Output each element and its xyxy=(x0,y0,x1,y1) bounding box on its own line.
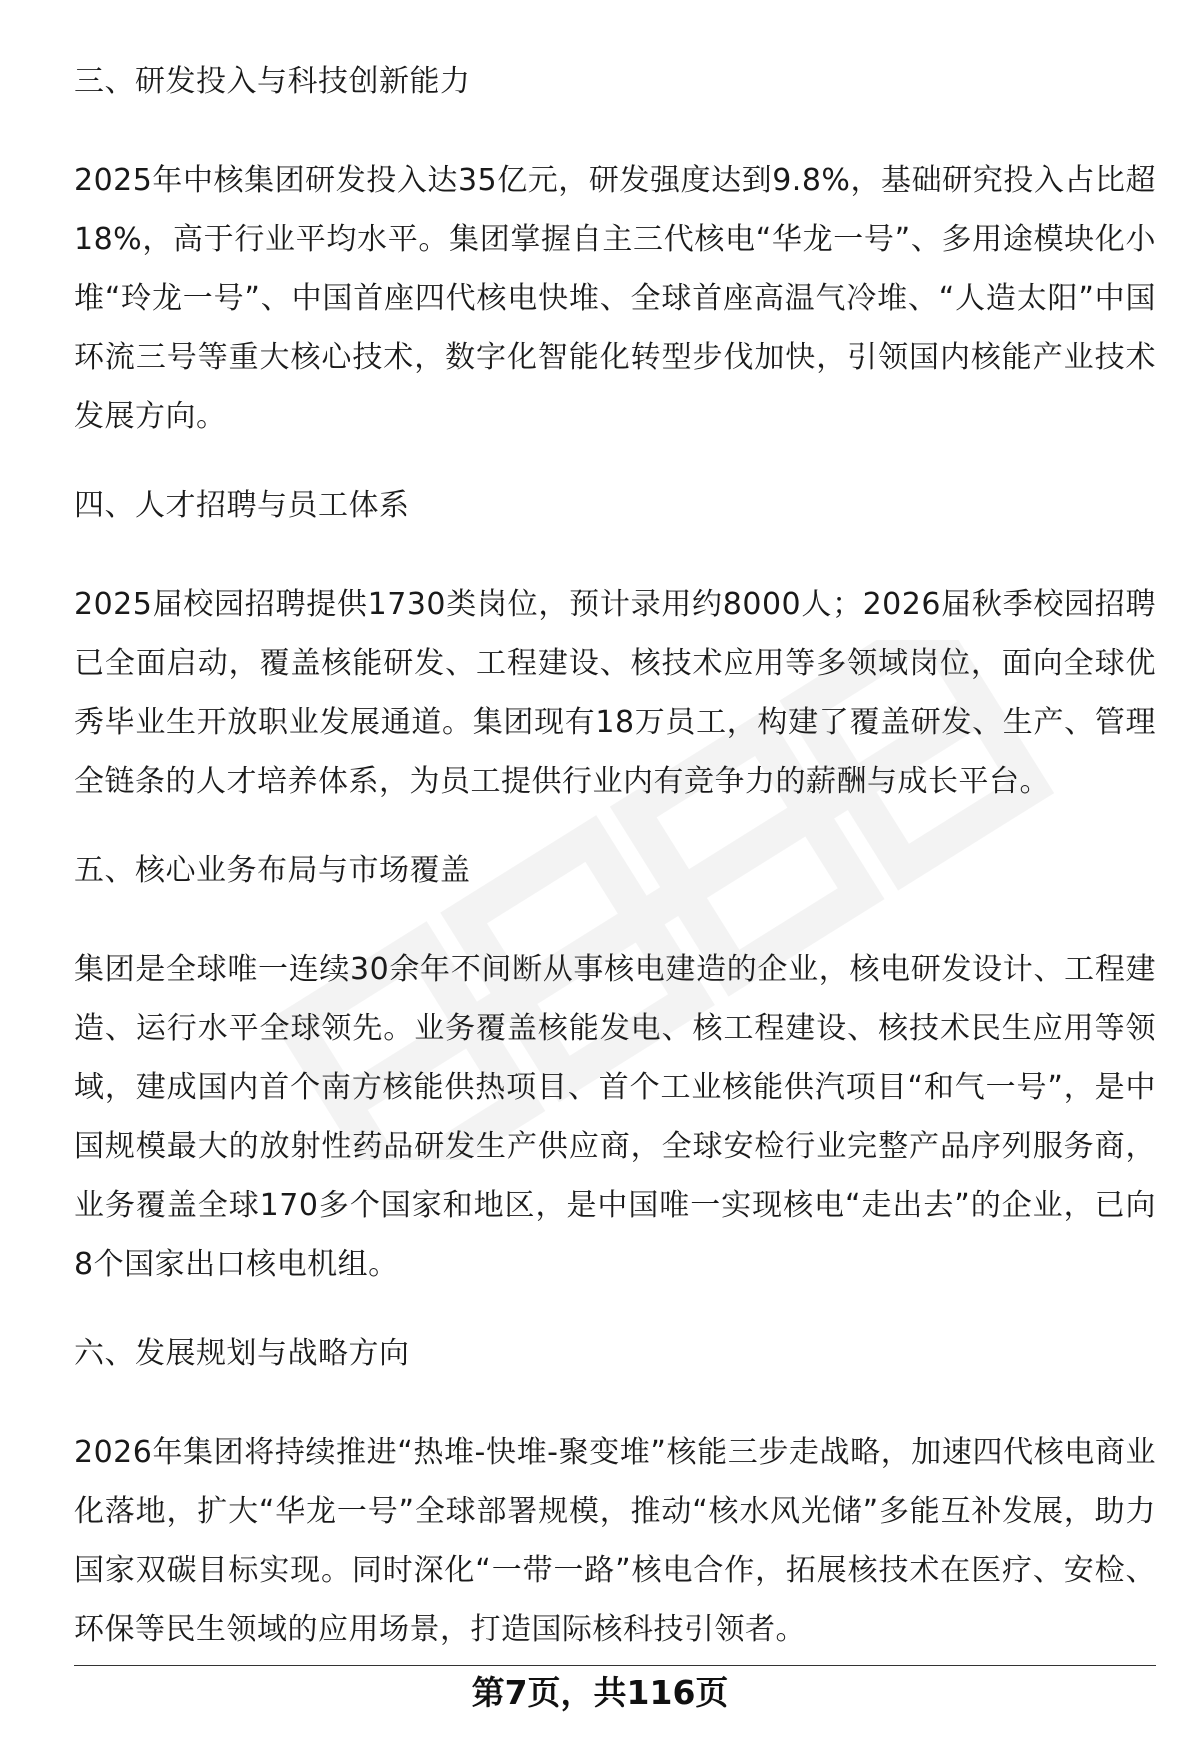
section-research xyxy=(74,62,1156,446)
section-paragraph: 2025届校园招聘提供1730类岗位，预计录用约8000人；2026届秋季校园招聘已全面启动，覆盖核能研发、工程建设、核技术应用等多领域岗位，面向全球优秀毕业生开放职业发展通道。集团现有18万员工，构建了覆盖研发、生产、管理全链条的人才培养体系，为员工提供行业内有竞争力的薪酬与成长平台。 xyxy=(74,587,1156,799)
section-paragraph: 2025年中核集团研发投入达35亿元，研发强度达到9.8%，基础研究投入占比超18%，高于行业平均水平。集团掌握自主三代核电“华龙一号”、多用途模块化小堆“玲龙一号”、中国首座四代核电快堆、全球首座高温气冷堆、“人造太阳”中国环流三号等重大核心技术，数字化智能化转型步伐加快，引领国内核能产业技术发展方向。 xyxy=(74,163,1156,434)
page-number: 第7页，共116页 xyxy=(471,1673,729,1712)
section-heading: 六、发展规划与战略方向 xyxy=(74,1336,410,1371)
section-heading: 四、人才招聘与员工体系 xyxy=(74,488,410,523)
section-heading: 五、核心业务布局与市场覆盖 xyxy=(74,853,471,888)
section-heading: 三、研发投入与科技创新能力 xyxy=(74,64,471,99)
section-talent xyxy=(74,486,1156,811)
section-paragraph: 2026年集团将持续推进“热堆-快堆-聚变堆”核能三步走战略，加速四代核电商业化落地，扩大“华龙一号”全球部署规模，推动“核水风光储”多能互补发展，助力国家双碳目标实现。同时深化“一带一路”核电合作，拓展核技术在医疗、安检、环保等民生领域的应用场景，打造国际核科技引领者。 xyxy=(74,1435,1156,1647)
section-business xyxy=(74,851,1156,1294)
footer-divider xyxy=(74,1665,1156,1666)
section-paragraph: 集团是全球唯一连续30余年不间断从事核电建造的企业，核电研发设计、工程建造、运行水平全球领先。业务覆盖核能发电、核工程建设、核技术民生应用等领域，建成国内首个南方核能供热项目、首个工业核能供汽项目“和气一号”，是中国规模最大的放射性药品研发生产供应商，全球安检行业完整产品序列服务商，业务覆盖全球170多个国家和地区，是中国唯一实现核电“走出去”的企业，已向8个国家出口核电机组。 xyxy=(74,952,1156,1282)
document-body xyxy=(74,62,1156,1699)
section-strategy xyxy=(74,1334,1156,1659)
